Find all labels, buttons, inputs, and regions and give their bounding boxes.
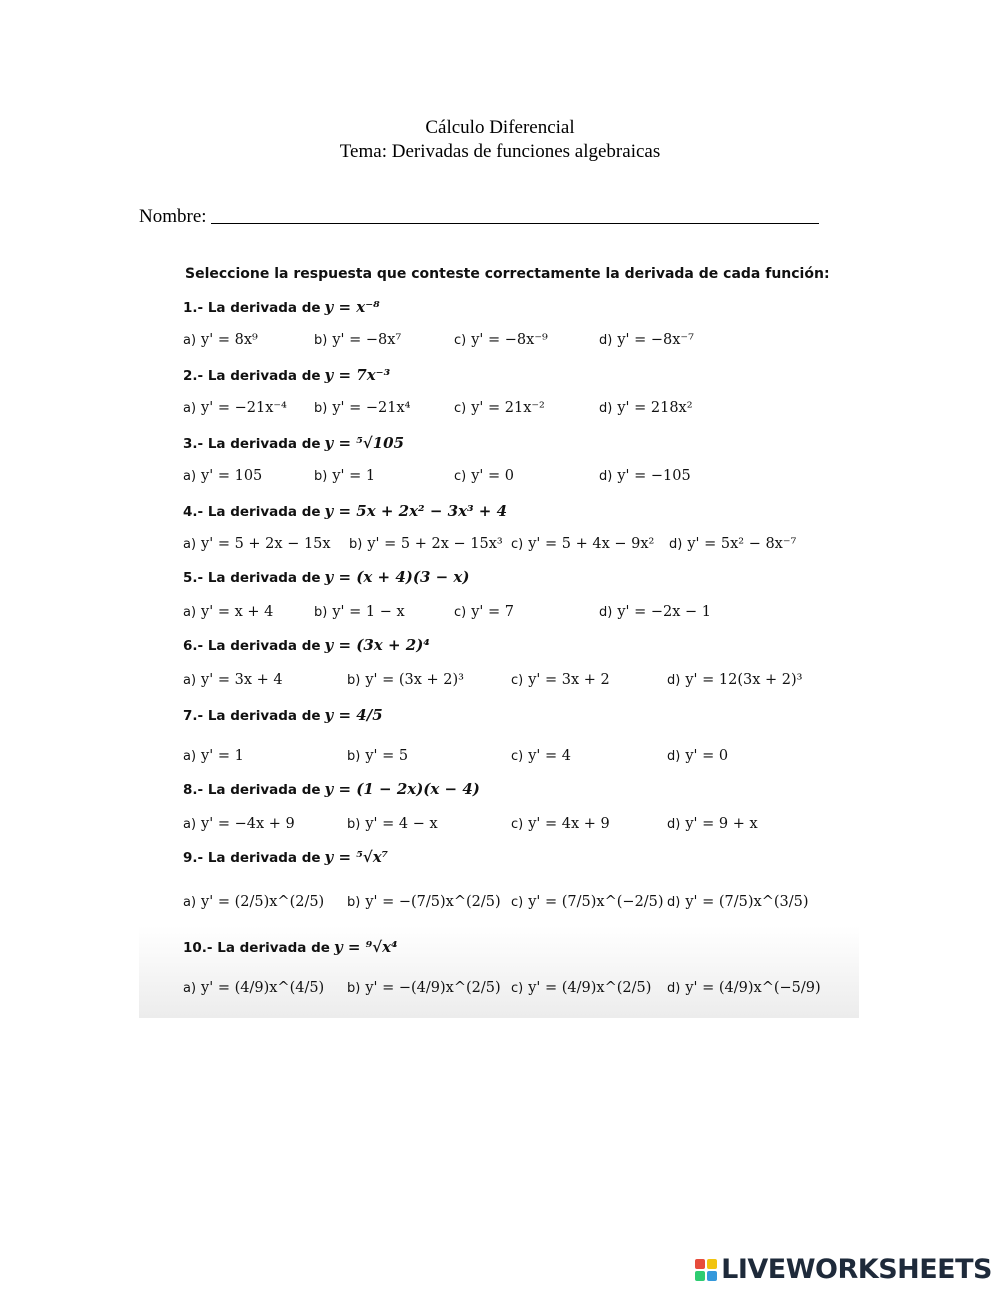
option-letter: b) (314, 605, 328, 620)
answer-option-4-d[interactable] (669, 536, 796, 552)
option-letter: d) (667, 749, 681, 764)
answer-option-8-d[interactable] (667, 816, 758, 832)
option-letter: b) (347, 749, 361, 764)
name-input-line[interactable] (211, 206, 819, 224)
option-letter: b) (347, 817, 361, 832)
option-letter: b) (347, 895, 361, 910)
option-expression: y' = 3x + 2 (528, 672, 610, 688)
option-letter: c) (454, 333, 467, 348)
liveworksheets-logo-icon (695, 1259, 717, 1281)
answer-option-8-b[interactable] (347, 816, 438, 832)
option-expression: y' = 218x² (617, 400, 693, 416)
option-expression: y' = 5x² − 8x⁻⁷ (687, 536, 797, 552)
option-letter: c) (454, 401, 467, 416)
option-letter: b) (314, 401, 328, 416)
option-expression: y' = −8x⁻⁷ (617, 332, 694, 348)
question-4 (183, 502, 507, 520)
answer-option-5-b[interactable] (314, 604, 405, 620)
option-letter: a) (183, 817, 197, 832)
topic-title: Tema: Derivadas de funciones algebraicas (339, 141, 661, 162)
option-letter: b) (347, 673, 361, 688)
answer-option-1-d[interactable] (599, 332, 694, 348)
option-expression: y' = −8x⁻⁹ (471, 332, 548, 348)
option-letter: c) (511, 749, 524, 764)
option-letter: b) (349, 537, 363, 552)
question-7 (183, 706, 383, 724)
name-label: Nombre: (139, 206, 207, 227)
option-expression: y' = (3x + 2)³ (365, 672, 464, 688)
question-function: y = (x + 4)(3 − x) (324, 568, 470, 586)
question-function: y = 5x + 2x² − 3x³ + 4 (324, 502, 508, 520)
answer-option-6-c[interactable] (511, 672, 610, 688)
option-letter: d) (667, 673, 681, 688)
option-letter: c) (454, 605, 467, 620)
option-expression: y' = (4/9)x^(−5/9) (685, 980, 821, 996)
question-function: y = 4/5 (324, 706, 383, 724)
option-expression: y' = −21x⁻⁴ (201, 400, 287, 416)
answer-option-3-a[interactable] (183, 468, 262, 484)
question-label: 1.- La derivada de (183, 300, 321, 316)
option-letter: d) (599, 469, 613, 484)
question-6 (183, 636, 430, 654)
answer-option-6-a[interactable] (183, 672, 283, 688)
option-expression: y' = 5 + 2x − 15x (201, 536, 331, 552)
answer-option-10-c[interactable] (511, 980, 651, 996)
option-expression: y' = 9 + x (685, 816, 758, 832)
option-expression: y' = −2x − 1 (617, 604, 712, 620)
question-8 (183, 780, 480, 798)
answer-option-4-a[interactable] (183, 536, 331, 552)
option-expression: y' = 8x⁹ (201, 332, 258, 348)
logo-block (707, 1271, 717, 1281)
option-expression: y' = x + 4 (201, 604, 274, 620)
answer-option-2-b[interactable] (314, 400, 410, 416)
option-expression: y' = 1 − x (332, 604, 405, 620)
answer-option-9-c[interactable] (511, 894, 664, 910)
option-expression: y' = −(7/5)x^(2/5) (365, 894, 501, 910)
question-5 (183, 568, 469, 586)
question-function: y = ⁵√x⁷ (324, 848, 389, 866)
option-letter: d) (599, 333, 613, 348)
option-letter: a) (183, 749, 197, 764)
answer-option-1-c[interactable] (454, 332, 548, 348)
answer-option-7-a[interactable] (183, 748, 244, 764)
answer-option-7-d[interactable] (667, 748, 728, 764)
option-expression: y' = 21x⁻² (471, 400, 545, 416)
option-letter: a) (183, 537, 197, 552)
question-label: 4.- La derivada de (183, 504, 321, 520)
option-letter: c) (511, 981, 524, 996)
option-expression: y' = (7/5)x^(3/5) (685, 894, 809, 910)
option-letter: b) (314, 469, 328, 484)
option-expression: y' = −105 (617, 468, 691, 484)
answer-option-10-d[interactable] (667, 980, 821, 996)
answer-option-10-a[interactable] (183, 980, 324, 996)
option-letter: c) (511, 537, 524, 552)
question-9 (183, 848, 388, 866)
option-expression: y' = −21x⁴ (332, 400, 411, 416)
option-letter: d) (667, 981, 681, 996)
option-letter: a) (183, 895, 197, 910)
option-expression: y' = −8x⁷ (332, 332, 402, 348)
option-expression: y' = (4/9)x^(4/5) (201, 980, 325, 996)
option-letter: c) (454, 469, 467, 484)
option-expression: y' = 12(3x + 2)³ (685, 672, 803, 688)
option-expression: y' = 5 + 4x − 9x² (528, 536, 655, 552)
option-expression: y' = 7 (471, 604, 515, 620)
question-label: 7.- La derivada de (183, 708, 321, 724)
option-letter: a) (183, 981, 197, 996)
answer-option-1-b[interactable] (314, 332, 401, 348)
course-title: Cálculo Diferencial (425, 117, 575, 138)
answer-option-9-d[interactable] (667, 894, 809, 910)
question-label: 10.- La derivada de (183, 940, 330, 956)
answer-option-5-d[interactable] (599, 604, 711, 620)
option-expression: y' = 105 (201, 468, 263, 484)
answer-option-3-d[interactable] (599, 468, 691, 484)
answer-option-7-b[interactable] (347, 748, 408, 764)
option-letter: d) (667, 895, 681, 910)
option-expression: y' = (2/5)x^(2/5) (201, 894, 325, 910)
option-expression: y' = 4 − x (365, 816, 438, 832)
option-letter: c) (511, 817, 524, 832)
option-letter: d) (599, 401, 613, 416)
option-expression: y' = (4/9)x^(2/5) (528, 980, 652, 996)
option-expression: y' = (7/5)x^(−2/5) (528, 894, 664, 910)
option-letter: a) (183, 401, 197, 416)
option-letter: b) (347, 981, 361, 996)
option-letter: a) (183, 469, 197, 484)
option-letter: c) (511, 673, 524, 688)
answer-option-2-d[interactable] (599, 400, 693, 416)
option-letter: d) (667, 817, 681, 832)
option-expression: y' = 3x + 4 (201, 672, 283, 688)
question-function: y = ⁵√105 (324, 434, 405, 452)
question-label: 3.- La derivada de (183, 436, 321, 452)
answer-option-5-c[interactable] (454, 604, 514, 620)
option-expression: y' = 1 (332, 468, 376, 484)
name-field (139, 206, 819, 228)
question-3 (183, 434, 404, 452)
logo-block (695, 1259, 705, 1269)
answer-option-4-b[interactable] (349, 536, 503, 552)
option-letter: b) (314, 333, 328, 348)
question-10 (183, 938, 398, 956)
option-letter: d) (599, 605, 613, 620)
option-letter: a) (183, 605, 197, 620)
option-expression: y' = −(4/9)x^(2/5) (365, 980, 501, 996)
footer-logo (695, 1254, 992, 1285)
question-label: 9.- La derivada de (183, 850, 321, 866)
option-expression: y' = 5 + 2x − 15x³ (367, 536, 503, 552)
option-letter: c) (511, 895, 524, 910)
answer-option-2-a[interactable] (183, 400, 287, 416)
option-letter: d) (669, 537, 683, 552)
question-function: y = (1 − 2x)(x − 4) (324, 780, 480, 798)
question-label: 6.- La derivada de (183, 638, 321, 654)
question-1 (183, 298, 380, 316)
worksheet-header (0, 116, 1000, 164)
answer-option-9-a[interactable] (183, 894, 324, 910)
option-expression: y' = 4 (528, 748, 572, 764)
question-label: 2.- La derivada de (183, 368, 321, 384)
answer-option-1-a[interactable] (183, 332, 258, 348)
answer-option-6-d[interactable] (667, 672, 802, 688)
answer-option-3-b[interactable] (314, 468, 375, 484)
option-expression: y' = 1 (201, 748, 244, 764)
answer-option-10-b[interactable] (347, 980, 501, 996)
option-expression: y' = 4x + 9 (528, 816, 610, 832)
answer-option-2-c[interactable] (454, 400, 545, 416)
exercise-sheet (139, 254, 859, 1018)
option-letter: a) (183, 673, 197, 688)
answer-option-8-c[interactable] (511, 816, 610, 832)
answer-option-3-c[interactable] (454, 468, 514, 484)
question-label: 5.- La derivada de (183, 570, 321, 586)
instructions: Seleccione la respuesta que conteste correctamente la derivada de cada función: (185, 266, 830, 282)
brand-name: LIVEWORKSHEETS (721, 1254, 992, 1285)
answer-option-9-b[interactable] (347, 894, 501, 910)
question-function: y = (3x + 2)⁴ (324, 636, 430, 654)
option-expression: y' = 0 (685, 748, 729, 764)
answer-option-7-c[interactable] (511, 748, 571, 764)
answer-option-6-b[interactable] (347, 672, 464, 688)
answer-option-5-a[interactable] (183, 604, 273, 620)
question-function: y = x⁻⁸ (324, 298, 380, 316)
option-expression: y' = 5 (365, 748, 409, 764)
question-function: y = ⁹√x⁴ (333, 938, 398, 956)
option-letter: a) (183, 333, 197, 348)
answer-option-8-a[interactable] (183, 816, 295, 832)
option-expression: y' = 0 (471, 468, 515, 484)
question-label: 8.- La derivada de (183, 782, 321, 798)
logo-block (695, 1271, 705, 1281)
answer-option-4-c[interactable] (511, 536, 654, 552)
question-2 (183, 366, 390, 384)
question-function: y = 7x⁻³ (324, 366, 391, 384)
option-expression: y' = −4x + 9 (201, 816, 295, 832)
logo-block (707, 1259, 717, 1269)
